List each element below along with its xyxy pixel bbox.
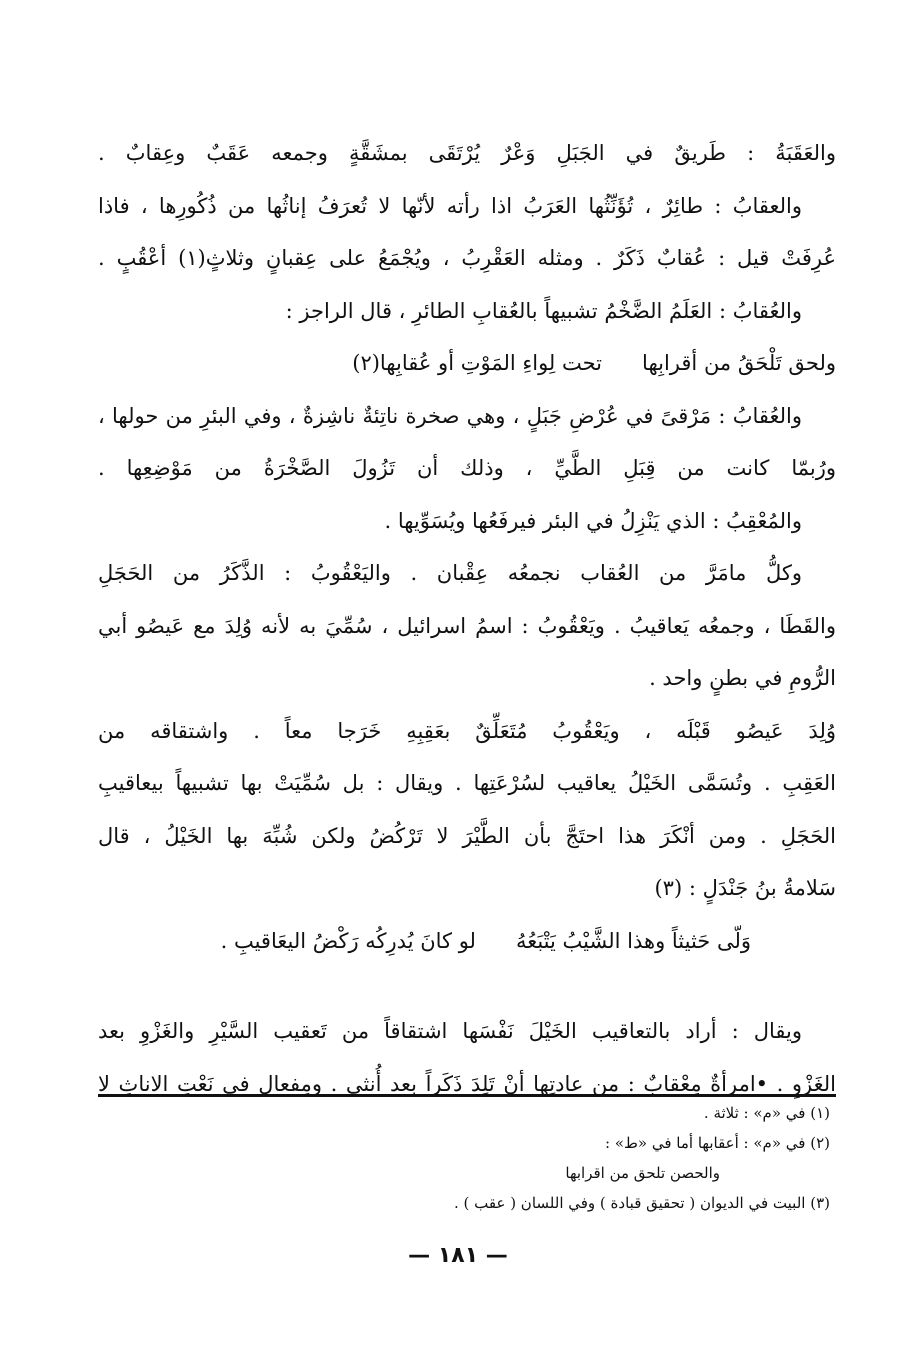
- footnote-1: (١) في «م» : ثلاثة .: [703, 1104, 830, 1122]
- footnotes: [98, 1098, 830, 1218]
- text-line: والعَقَبَةُ : طَريقٌ في الجَبَلِ وَعْرٌ يُرْتَقَى بمشَقَّةٍ وجمعه عَقَبٌ وعِقابٌ .: [98, 141, 836, 165]
- text-line: الغَزْوِ . •امرأةٌ مِعْقابٌ : من عادتِها أنْ تَلِدَ ذَكَراً بعد أُنثى . ومِفعال في نَعْتِ الاناثِ لا: [98, 1071, 836, 1096]
- text-line: ويقال : أراد بالتعاقيب الخَيْلَ نَفْسَها اشتقاقاً من تَعقيب السَّيْرِ والغَزْوِ بعد: [98, 1019, 802, 1043]
- text-line: سَلامةُ بنُ جَنْدَلٍ : (٣): [654, 876, 836, 900]
- verse-2-hemistich-2: لو كانَ يُدرِكُه رَكْضُ اليعَاقيبِ .: [220, 928, 476, 953]
- footnote-3: (٣) البيت في الديوان ( تحقيق قبادة ) وفي اللسان ( عقب ) .: [454, 1194, 830, 1212]
- text-line: الرُّومِ في بطنٍ واحد .: [649, 666, 836, 690]
- text-line: والعُقابُ : العَلَمُ الضَّخْمُ تشبيهاً بالعُقابِ الطائرِ ، قال الراجز :: [285, 298, 802, 323]
- verse-1-hemistich-2: تحت لِواءِ المَوْتِ أو عُقابِها(٢): [352, 351, 603, 375]
- verse-2: [98, 915, 836, 968]
- footnote-2: (٢) في «م» : أعقابها أما في «ط» :: [605, 1134, 830, 1152]
- text-line: وكلُّ مامَرَّ من العُقاب نجمعُه عِقْبان . واليَعْقُوبُ : الذَّكَرُ من الحَجَلِ: [98, 561, 802, 585]
- text-line: والعقابُ : طائِرٌ ، تُؤَنِّثُها العَرَبُ اذا رأته لأنّها لا تُعرَفُ إناثُها من ذُكُورِها ، فاذا: [98, 193, 802, 218]
- verse-2-hemistich-1: وَلّى حَثيثاً وهذا الشَّيْبُ يَتْبَعُهُ: [515, 928, 751, 953]
- footnote-rule: [98, 1094, 836, 1097]
- text-line: والقَطَا ، وجمعُه يَعاقيبُ . ويَعْقُوبُ : اسمُ اسرائيل ، سُمِّيَ به لأنه وُلِدَ مع عَيصُو أبي: [98, 613, 836, 638]
- text-line: والمُعْقِبُ : الذي يَنْزِلُ في البئر فيرفَعُها ويُسَوِّيها .: [384, 508, 802, 533]
- text-line: الحَجَلِ . ومن أنْكَرَ هذا احتَجَّ بأن الطَّيْرَ لا تَرْكُضُ ولكن شُبِّهَ بها الخَيْلُ ، قال: [98, 823, 836, 848]
- page-number: — ١٨١ —: [408, 1243, 508, 1268]
- verse-1-hemistich-1: ولحق تَلْحَقُ من أقرابِها: [642, 351, 836, 375]
- verse-1: [98, 337, 836, 390]
- text-line: عُرِفَتْ قيل : عُقابٌ ذَكَرٌ . ومثله العَقْرِبُ ، ويُجْمَعُ على عِقبانٍ وثلاثٍ(١) أعْقُبٍ .: [98, 246, 836, 270]
- main-text: [98, 127, 836, 1110]
- text-line: وُلِدَ عَيصُو قَبْلَه ، ويَعْقُوبُ مُتَعَلِّقٌ بعَقِبِهِ خَرَجا معاً . واشتقاقه من: [98, 718, 836, 743]
- text-line: ورُبمّا كانت من قِبَلِ الطَّيِّ ، وذلك أن تَزُولَ الصَّخْرَةُ من مَوْضِعِها .: [98, 456, 836, 480]
- paragraph-gap: [98, 967, 836, 1005]
- text-line: والعُقابُ : مَرْقىً في عُرْضِ جَبَلٍ ، وهي صخرة ناتِئةٌ ناشِزةٌ ، وفي البئرِ من حولها ،: [98, 403, 802, 428]
- footnote-2-quote: والحصن تلحق من اقرابها: [565, 1164, 720, 1182]
- text-line: العَقِبِ . وتُسَمَّى الخَيْلُ يعاقيب لسُرْعَتِها . ويقال : بل سُمِّيَتْ بها تشبيهاً بيعاقيبِ: [98, 771, 836, 795]
